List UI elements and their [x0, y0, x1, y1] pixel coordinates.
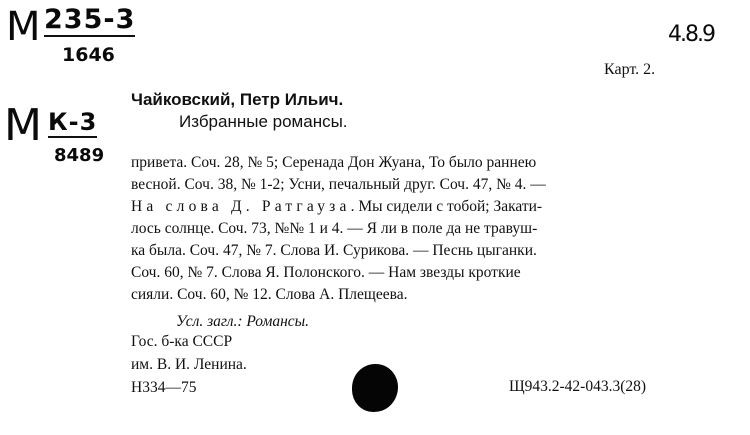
shelfmark-letter-1: М: [6, 4, 41, 50]
shelfmark-code-1: 235-3: [44, 4, 136, 35]
text-line: привета. Соч. 28, № 5; Серенада Дон Жуана, То было раннею: [131, 154, 537, 171]
uniform-title: Усл. загл.: Романсы.: [176, 313, 310, 330]
punch-hole: [352, 364, 398, 412]
text-line: сияли. Соч. 60, № 12. Слова А. Плещеева.: [131, 286, 408, 303]
classification-code: Щ943.2-42-043.3(28): [509, 378, 647, 395]
library-line-1: Гос. б-ка СССР: [131, 333, 233, 350]
spaced-phrase: На слова Д. Ратгауза: [131, 198, 351, 215]
shelfmark-number-2: 8489: [54, 145, 105, 166]
card-label: Карт. 2.: [604, 61, 656, 78]
inventory-code: Н334—75: [131, 379, 197, 396]
text-line: Соч. 60, № 7. Слова Я. Полонского. — Нам звезды кроткие: [131, 264, 521, 281]
title-line: Избранные романсы.: [179, 112, 348, 131]
text-line: ка была. Соч. 47, № 7. Слова И. Сурикова. — Песнь цыганки.: [131, 242, 537, 259]
text-line: лось солнце. Соч. 73, №№ 1 и 4. — Я ли в поле да не травуш-: [131, 220, 538, 237]
text-line: весной. Соч. 38, № 1-2; Усни, печальный друг. Соч. 47, № 4. —: [131, 176, 546, 193]
shelfmark-number-1: 1646: [62, 44, 115, 66]
shelfmark-letter-2: М: [4, 100, 42, 151]
author-heading: Чайковский, Петр Ильич.: [131, 90, 344, 109]
corner-note: 4.8.9: [668, 22, 714, 47]
library-line-2: им. В. И. Ленина.: [131, 356, 247, 373]
shelfmark-code-2: К-3: [48, 108, 98, 136]
text-line: [131, 196, 542, 217]
text-line-rest: . Мы сидели с тобой; Закати-: [350, 198, 543, 215]
